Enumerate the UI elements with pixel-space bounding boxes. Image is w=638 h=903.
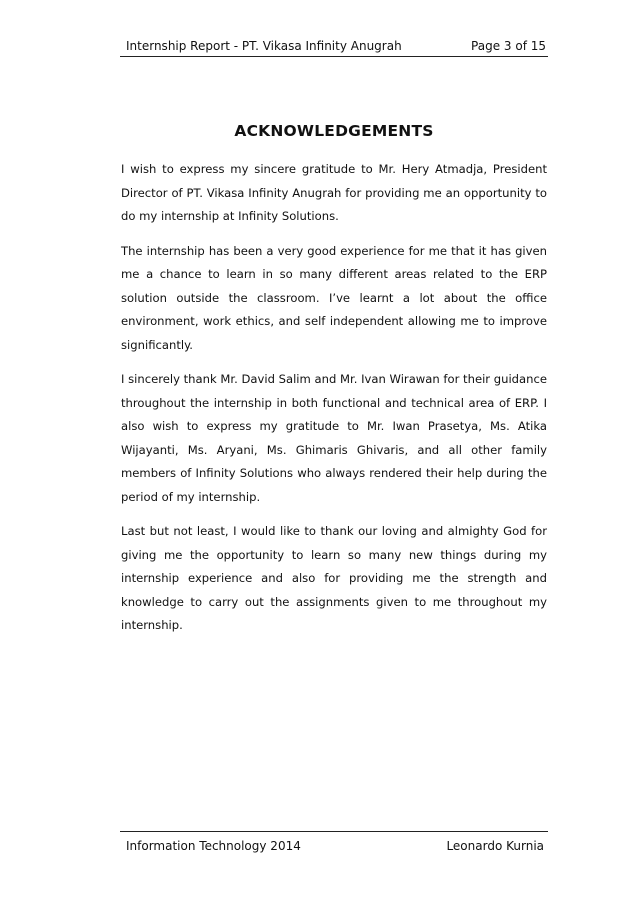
header-page-number: Page 3 of 15 — [471, 39, 546, 53]
header-report-title: Internship Report - PT. Vikasa Infinity Anugrah — [126, 39, 402, 53]
paragraph-4: Last but not least, I would like to thank our loving and almighty God for giving me the opportunity to learn so many new things during my internship experience and also for providing me the strength and knowledge to carry out the assignments given to me throughout my internship. — [121, 524, 547, 632]
paragraph-1: I wish to express my sincere gratitude to Mr. Hery Atmadja, President Director of PT. Vikasa Infinity Anugrah for providing me an opportunity to do my internship at Infinity Solutions. — [121, 162, 547, 223]
footer-department: Information Technology 2014 — [126, 839, 301, 853]
footer-author: Leonardo Kurnia — [446, 839, 544, 853]
paragraph-2: The internship has been a very good experience for me that it has given me a chance to learn in so many different areas related to the ERP solution outside the classroom. I’ve learnt a lot about the office environment, work ethics, and self independent allowing me to improve significantly. — [121, 243, 547, 352]
body-text — [121, 158, 547, 649]
page-footer — [120, 831, 548, 856]
page-header — [120, 38, 548, 57]
page-title: ACKNOWLEDGEMENTS — [234, 122, 434, 140]
paragraph-3: I sincerely thank Mr. David Salim and Mr. Ivan Wirawan for their guidance throughout the internship in both functional and technical area of ERP. I also wish to express my gratitude to Mr. Iwan Prasetya, Ms. Atika Wijayanti, Ms. Aryani, Ms. Ghimaris Ghivaris, and all other family members of Infinity Solutions who always rendered their help during the period of my internship. — [121, 372, 547, 504]
